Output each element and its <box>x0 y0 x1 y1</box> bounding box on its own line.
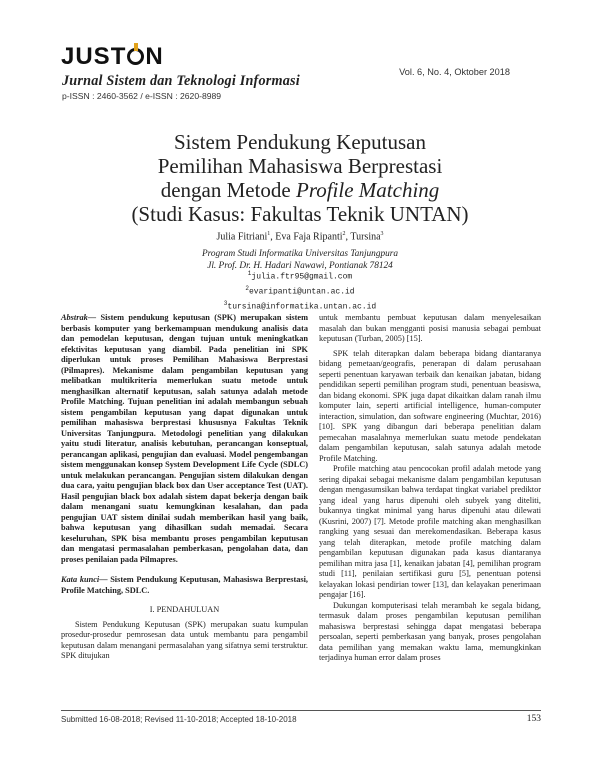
title-line-3-italic: Profile Matching <box>296 178 440 202</box>
submission-dates: Submitted 16-08-2018; Revised 11-10-2018; Accepted 18-10-2018 <box>61 715 297 724</box>
issn: p-ISSN : 2460-3562 / e-ISSN : 2620-8989 <box>62 91 222 101</box>
right-paragraph-2: SPK telah diterapkan dalam beberapa bidang diantaranya bidang pemetaan/geografis, penerapan di dalam perusahaan seperti penentuan karyawan terbaik dan kenaikan jabatan, bidang pendidikan seperti pemilihan program studi, penentuan beasiswa, dan bidang ekonomi. SPK juga dapat dikaitkan dalam ranah ilmu komputer lain, seperti artificial intelligence, human-computer interaction, simulation, dan software engineering (Muchtar, 2016) [10]. SPK yang dibangun dari beberapa penelitian dalam pemecahan masalahnya memerlukan suatu metode pendekatan dalam pengambilan keputusan, salah satunya adalah metode Profile Matching. <box>319 348 541 463</box>
right-paragraph-3: Profile matching atau pencocokan profil adalah metode yang sering dipakai sebagai mekanisme dalam pengambilan keputusan dengan mengasumsikan bahwa terdapat tingkat variabel prediktor yang ideal yang harus dipenuhi oleh subyek yang diteliti, bukannya tingkat minimal yang harus dipenuhi atau dilewati (Kusrini, 2007) [7]. Metode profile matching akan menghasilkan rangking yang sesuai dan merekomendasikan. Beberapa kasus yang telah diterapkan, metode profile matching dalam pengambilan keputusan digunakan pada kasus diantaranya pemilihan mitra jasa [1], kenaikan jabatan [4], pemilihan program studi [11], penilaian sertifikasi guru [5], penentuan potensi kelayakan lokasi pendirian tower [13], dan kelayakan penerimaan pengajar [16]. <box>319 464 541 599</box>
author-1: Julia Fitriani <box>216 231 268 243</box>
author-2: Eva Faja Ripanti <box>275 231 343 243</box>
affiliation-line-1: Program Studi Informatika Universitas Tanjungpura <box>201 249 399 259</box>
keywords-text: — Sistem Pendukung Keputusan, Mahasiswa Berprestasi, Profile Matching, SDLC. <box>61 575 308 595</box>
keywords-label: Kata kunci <box>61 575 100 584</box>
author-sep-2: , <box>345 231 351 243</box>
journal-name: Jurnal Sistem dan Teknologi Informasi <box>62 73 300 89</box>
keywords <box>61 575 308 596</box>
left-column <box>61 313 308 662</box>
email-1-sup: 1 <box>247 270 252 277</box>
volume-info: Vol. 6, No. 4, Oktober 2018 <box>399 67 510 77</box>
right-paragraph-1: untuk membantu pembuat keputusan dalam menyelesaikan masalah dan bukan mengganti posisi manusia sebagai pembuat keputusan (Turban, 2005) [15]. <box>319 313 541 343</box>
email-1-text: julia.ftr95@gmail.com <box>251 272 353 282</box>
email-2-sup: 2 <box>245 285 249 293</box>
abstract-text: — Sistem pendukung keputusan (SPK) merupakan sistem berbasis komputer yang berkemampuan mendukung analisis data dan pemodelan keputusan, dengan tujuan untuk meningkatkan efektivitas keputusan yang diambil. Pada penelitian ini SPK diperlukan untuk proses Pemilihan Mahasiswa Berprestasi (Pilmapres). Mekanisme dalam pengambilan keputusan yang melibatkan multikriteria memerlukan suatu metode untuk menghasilkan alternatif keputusan, salah satunya adalah metode Profile Matching. Tujuan penelitian ini adalah membangun sebuah sistem pengambilan keputusan yang dapat digunakan untuk pemilihan mahasiswa berprestasi khususnya Fakultas Teknik Universitas Tanjungpura. Metodologi penelitian yang dilakukan yaitu studi literatur, analisis kebutuhan, perancangan konseptual, perancangan aplikasi, pengujian dan evaluasi. Model pengembangan sistem menggunakan konsep System Development Life Cycle (SDLC) untuk melakukan perancangan. Pengujian sistem dilakukan dengan dua cara, yaitu pengujian black box dan User acceptance Test (UAT). Hasil pengujian black box adalah sistem dapat bekerja dengan baik dalam menangani suatu kemungkinan kesalahan, dan pada pengujian UAT sistem dinilai sudah memberikan hasil yang baik, bahwa keputusan yang dihasilkan sudah memadai. Secara keseluruhan, SPK bisa membantu proses pengambilan keputusan dan mengatasi permasalahan pemberkasan, pengolahan data, dan proses penilaian pada Pilmapres. <box>61 313 308 564</box>
title-line-4: (Studi Kasus: Fakultas Teknik UNTAN) <box>131 202 469 226</box>
logo-text-left: JUST <box>61 43 127 70</box>
title-line-3-prefix: dengan Metode <box>160 178 296 202</box>
author-sep-1: , <box>270 231 276 243</box>
logo-pin-icon <box>127 48 144 65</box>
title-line-3 <box>0 178 600 202</box>
email-1 <box>0 268 600 283</box>
author-3: Tursina <box>350 231 381 243</box>
author-2-sup: 2 <box>342 231 346 237</box>
title-line-2: Pemilihan Mahasiswa Berprestasi <box>157 154 443 178</box>
paper-title <box>0 130 600 226</box>
abstract-label: Abstrak <box>61 313 88 322</box>
email-3-text: tursina@informatika.untan.ac.id <box>227 302 377 312</box>
author-emails <box>0 268 600 313</box>
logo-text-right: N <box>145 43 164 70</box>
email-3-sup: 3 <box>223 300 228 308</box>
email-2 <box>0 283 600 298</box>
authors <box>0 231 600 242</box>
affiliation-line-2: Jl. Prof. Dr. H. Hadari Nawawi, Pontianak 78124 <box>207 260 393 271</box>
section-heading: I. PENDAHULUAN <box>149 605 220 614</box>
email-2-text: evaripanti@untan.ac.id <box>248 287 355 297</box>
author-3-sup: 3 <box>380 231 384 237</box>
journal-logo <box>61 43 164 71</box>
footer-rule <box>61 710 541 711</box>
title-line-1: Sistem Pendukung Keputusan <box>174 130 426 154</box>
right-column <box>319 313 541 664</box>
email-3 <box>0 298 600 313</box>
right-paragraph-4: Dukungan komputerisasi telah merambah ke segala bidang, termasuk dalam proses pengambilan keputusan pemilihan mahasiswa berprestasi sehingga dapat mengatasi beberapa persoalan, seperti pemberkasan yang banyak, proses pengolahan data pemilihan yang memakan waktu lama, memungkinkan terjadinya human error dalam proses <box>319 600 541 662</box>
author-1-sup: 1 <box>267 231 271 237</box>
abstract <box>61 313 308 565</box>
page-number: 153 <box>526 714 541 724</box>
intro-paragraph-1: Sistem Pendukung Keputusan (SPK) merupakan suatu kumpulan prosedur-prosedur pemrosesan data untuk membantu para pengambil keputusan dalam menangani permasalahan yang sifatnya semi terstruktur. SPK ditujukan <box>61 619 308 660</box>
